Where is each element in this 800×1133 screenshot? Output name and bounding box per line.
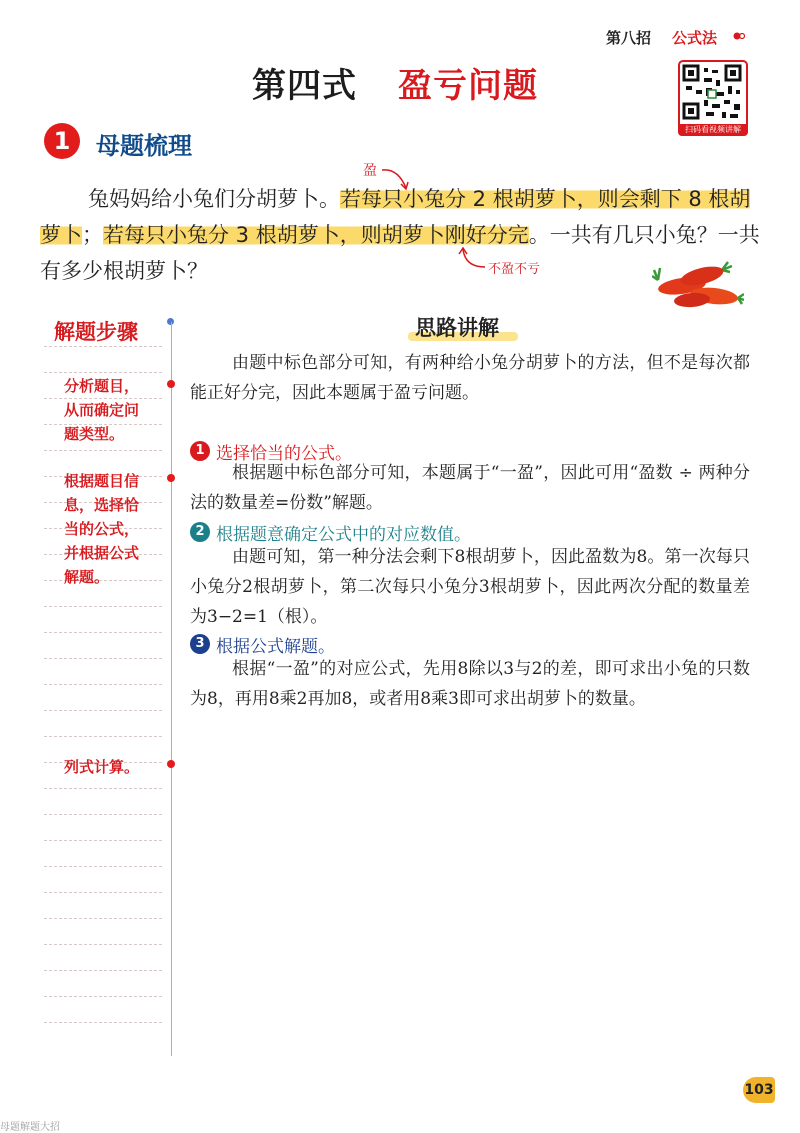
divider [44, 346, 162, 347]
step-2-marker [167, 474, 175, 482]
chapter-label: 第八招 [606, 29, 652, 47]
problem-intro: 兔妈妈给小兔们分胡萝卜。 [88, 187, 340, 211]
substep-3-badge: 3 [190, 634, 210, 654]
substep-2-text: 由题可知，第一种分法会剩下8根胡萝卜，因此盈数为8。第一次每只小兔分2根胡萝卜，第二次每只小兔分3根胡萝卜，因此两次分配的数量差为3−2=1（根）。 [190, 547, 750, 627]
section-title: 母题梳理 [96, 132, 192, 160]
step-1-marker [167, 380, 175, 388]
steps-title: 解题步骤 [54, 320, 138, 344]
divider [44, 632, 162, 633]
page-title: 盈亏问题 [398, 66, 538, 106]
timeline-line [171, 322, 172, 1056]
section-number-badge: 1 [44, 123, 80, 159]
substep-1-text: 根据题中标色部分可知，本题属于“一盈”，因此可用“盈数 ÷ 两种分法的数量差=份数”解题。 [190, 463, 750, 513]
divider [44, 814, 162, 815]
divider [44, 736, 162, 737]
header-dot-icon [733, 30, 745, 42]
step-1-text: 分析题目， 从而确定问 题类型。 [64, 377, 140, 443]
substep-2-title: 根据题意确定公式中的对应数值。 [216, 525, 471, 545]
substep-3-title: 根据公式解题。 [216, 637, 335, 657]
annotation-surplus: 盈 [363, 163, 377, 179]
explanation-intro: 由题中标色部分可知，有两种给小兔分胡萝卜的方法，但不是每次都能正好分完，因此本题属于盈亏问题。 [190, 353, 750, 403]
page-title-prefix: 第四式 [252, 66, 357, 106]
divider [44, 788, 162, 789]
substep-1-badge: 1 [190, 441, 210, 461]
substep-2-badge: 2 [190, 522, 210, 542]
divider [44, 866, 162, 867]
highlight-exact: 若每只小兔分 3 根胡萝卜，则胡萝卜刚好分完 [103, 223, 529, 247]
divider [44, 918, 162, 919]
step-2-text: 根据题目信 息，选择恰 当的公式， 并根据公式 解题。 [64, 472, 140, 586]
annotation-arrow-icon [360, 160, 420, 194]
divider [44, 1022, 162, 1023]
carrots-icon [652, 258, 744, 310]
divider [44, 892, 162, 893]
divider [44, 944, 162, 945]
annotation-no-surplus: 不盈不亏 [488, 262, 541, 277]
substep-3-text: 根据“一盈”的对应公式，先用8除以3与2的差，即可求出小兔的只数为8，再用8乘2再加8，或者用8乘3即可求出胡萝卜的数量。 [190, 659, 750, 709]
divider [44, 606, 162, 607]
step-3-marker [167, 760, 175, 768]
watermark: 母题解题大招 [0, 1122, 60, 1133]
divider [44, 684, 162, 685]
divider [44, 710, 162, 711]
highlight-surplus: 若每只小兔分 2 根胡萝卜，则会剩下 8 根胡萝卜 [40, 187, 751, 247]
method-label: 公式法 [672, 29, 718, 47]
explanation-title: 思路讲解 [415, 316, 499, 340]
page-number: 103 [743, 1077, 775, 1103]
problem-question: 。一共有几只小兔？一共有多少根胡萝卜？ [40, 223, 760, 283]
divider [44, 658, 162, 659]
divider [44, 970, 162, 971]
divider [44, 372, 162, 373]
step-3-text: 列式计算。 [64, 758, 140, 776]
qr-caption: 扫码看视频讲解 [678, 124, 748, 136]
divider [44, 450, 162, 451]
divider [44, 840, 162, 841]
divider [44, 996, 162, 997]
problem-separator: ； [82, 223, 103, 247]
substep-1-title: 选择恰当的公式。 [216, 444, 352, 464]
